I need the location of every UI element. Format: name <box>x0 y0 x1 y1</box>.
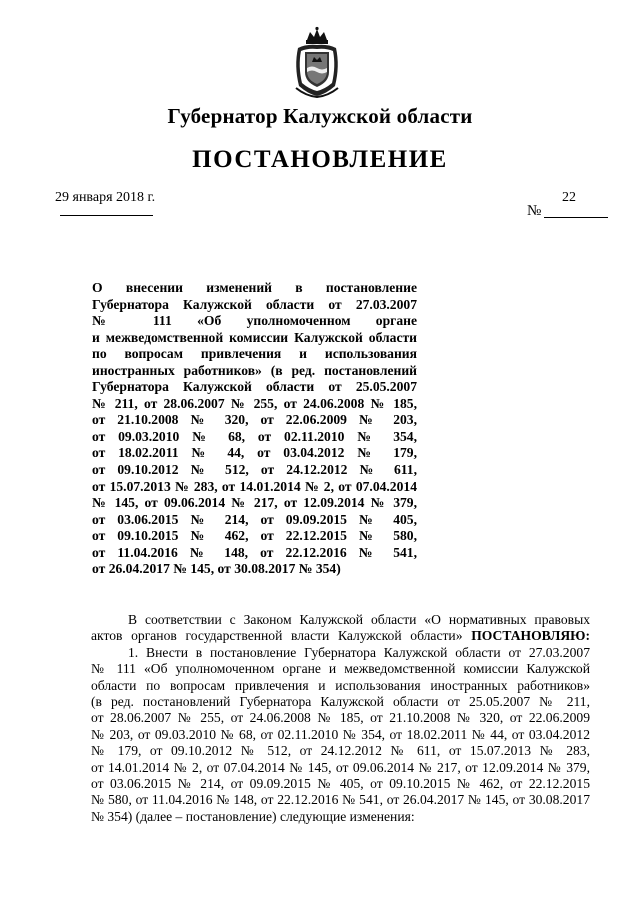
org-title: Губернатор Калужской области <box>167 104 473 128</box>
body-line: № 580, от 11.04.2016 № 148, от 22.12.2016 № 541, от 26.04.2017 № 145, от 30.08.2017 <box>91 792 590 808</box>
subject-line: О внесении изменений в постановление <box>92 280 417 295</box>
body-line: от 03.06.2015 № 214, от 09.09.2015 № 405, от 09.10.2015 № 462, от 22.12.2015 <box>91 776 590 792</box>
body-line-text: актов органов государственной власти Калужской области» <box>91 628 463 644</box>
coat-of-arms-icon <box>290 26 344 98</box>
decree-word: ПОСТАНОВЛЯЮ: <box>471 628 590 644</box>
subject-line: от 09.03.2010 № 68, от 02.11.2010 № 354, <box>92 428 417 444</box>
body-line: (в ред. постановлений Губернатора Калужской области от 25.05.2007 № 211, <box>91 694 590 710</box>
subject-line: от 09.10.2015 № 462, от 22.12.2015 № 580, <box>92 528 417 544</box>
subject-line: Губернатора Калужской области от 25.05.2007 <box>92 379 417 395</box>
number-sign: № <box>527 203 542 219</box>
body-line: области по вопросам привлечения и использования иностранных работников» <box>91 677 590 693</box>
subject-line: № 111 «Об уполномоченном органе <box>92 313 417 329</box>
subject-line: по вопросам привлечения и использования <box>92 346 417 362</box>
document-type-title: ПОСТАНОВЛЕНИЕ <box>192 146 448 173</box>
number-underline <box>544 217 608 218</box>
body-line: В соответствии с Законом Калужской области «О нормативных правовых <box>128 612 590 627</box>
subject-line: от 15.07.2013 № 283, от 14.01.2014 № 2, от 07.04.2014 <box>92 478 417 494</box>
document-body <box>91 612 590 825</box>
document-date: 29 января 2018 г. <box>55 190 156 205</box>
subject-line: от 21.10.2008 № 320, от 22.06.2009 № 203, <box>92 412 417 428</box>
subject-line: от 09.10.2012 № 512, от 24.12.2012 № 611, <box>92 462 417 478</box>
subject-line: № 211, от 28.06.2007 № 255, от 24.06.2008 № 185, <box>92 395 417 411</box>
body-line: 1. Внести в постановление Губернатора Калужской области от 27.03.2007 <box>128 644 590 660</box>
date-underline <box>60 215 153 216</box>
body-line: № 203, от 09.03.2010 № 68, от 02.11.2010 № 354, от 18.02.2011 № 44, от 03.04.2012 <box>91 726 590 742</box>
subject-line: Губернатора Калужской области от 27.03.2007 <box>92 296 417 312</box>
body-line: № 111 «Об уполномоченном органе и межведомственной комиссии Калужской <box>91 661 590 677</box>
subject-line: от 11.04.2016 № 148, от 22.12.2016 № 541, <box>92 544 417 560</box>
subject-line: от 26.04.2017 № 145, от 30.08.2017 № 354) <box>92 561 341 577</box>
subject-line: № 145, от 09.06.2014 № 217, от 12.09.2014 № 379, <box>92 495 417 511</box>
subject-line: и межведомственной комиссии Калужской области <box>92 329 417 345</box>
body-line: № 354) (далее – постановление) следующие изменения: <box>91 808 415 824</box>
subject-line: иностранных работников» (в ред. постановлений <box>92 362 417 378</box>
body-line: № 179, от 09.10.2012 № 512, от 24.12.2012 № 611, от 15.07.2013 № 283, <box>91 743 590 759</box>
body-line <box>91 628 590 644</box>
subject-line: от 03.06.2015 № 214, от 09.09.2015 № 405, <box>92 511 417 527</box>
document-number: 22 <box>562 190 576 205</box>
subject-line: от 18.02.2011 № 44, от 03.04.2012 № 179, <box>92 445 417 461</box>
document-subject <box>92 280 417 578</box>
body-line: от 14.01.2014 № 2, от 07.04.2014 № 145, от 09.06.2014 № 217, от 12.09.2014 № 379, <box>91 759 590 775</box>
body-line: от 28.06.2007 № 255, от 24.06.2008 № 185, от 21.10.2008 № 320, от 22.06.2009 <box>91 710 590 726</box>
